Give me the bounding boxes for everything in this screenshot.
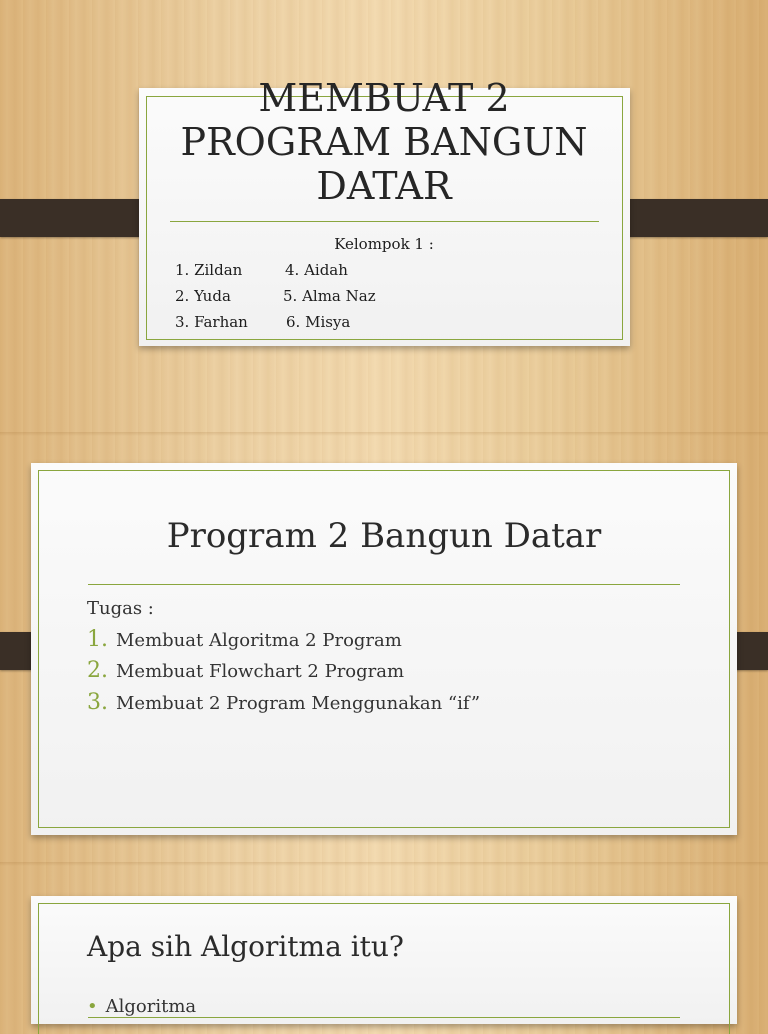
member-item: 1. Zildan — [175, 261, 243, 279]
decorative-strip-left — [0, 199, 156, 237]
task-number: 2. — [87, 658, 108, 683]
bullet-text: Algoritma — [105, 996, 197, 1017]
task-text: Membuat 2 Program Menggunakan “if” — [116, 693, 481, 714]
wood-plank-seam — [0, 862, 768, 866]
task-text: Membuat Flowchart 2 Program — [116, 661, 405, 682]
task-number: 1. — [87, 627, 108, 652]
task-item — [87, 690, 480, 715]
wood-plank-seam — [0, 432, 768, 436]
slide-2-title-rule — [88, 584, 680, 585]
bullet-item — [87, 996, 196, 1017]
member-item: 4. Aidah — [285, 261, 348, 279]
bullet-dot-icon: • — [87, 996, 98, 1017]
task-item — [87, 658, 404, 683]
member-item: 6. Misya — [286, 313, 351, 331]
task-item — [87, 627, 402, 652]
slide-1-title-rule — [170, 221, 599, 222]
task-text: Membuat Algoritma 2 Program — [116, 630, 402, 651]
member-item: 3. Farhan — [175, 313, 248, 331]
task-number: 3. — [87, 690, 108, 715]
member-item: 5. Alma Naz — [283, 287, 376, 305]
tasks-label: Tugas : — [87, 598, 154, 619]
decorative-strip-right — [612, 199, 768, 237]
slide-3-title: Apa sih Algoritma itu? — [87, 930, 404, 963]
group-label: Kelompok 1 : — [334, 235, 434, 253]
slide-1-title: MEMBUAT 2 PROGRAM BANGUN DATAR — [180, 76, 588, 208]
slide-2-title: Program 2 Bangun Datar — [166, 516, 602, 556]
slide-3-title-rule — [88, 1017, 680, 1018]
member-item: 2. Yuda — [175, 287, 231, 305]
